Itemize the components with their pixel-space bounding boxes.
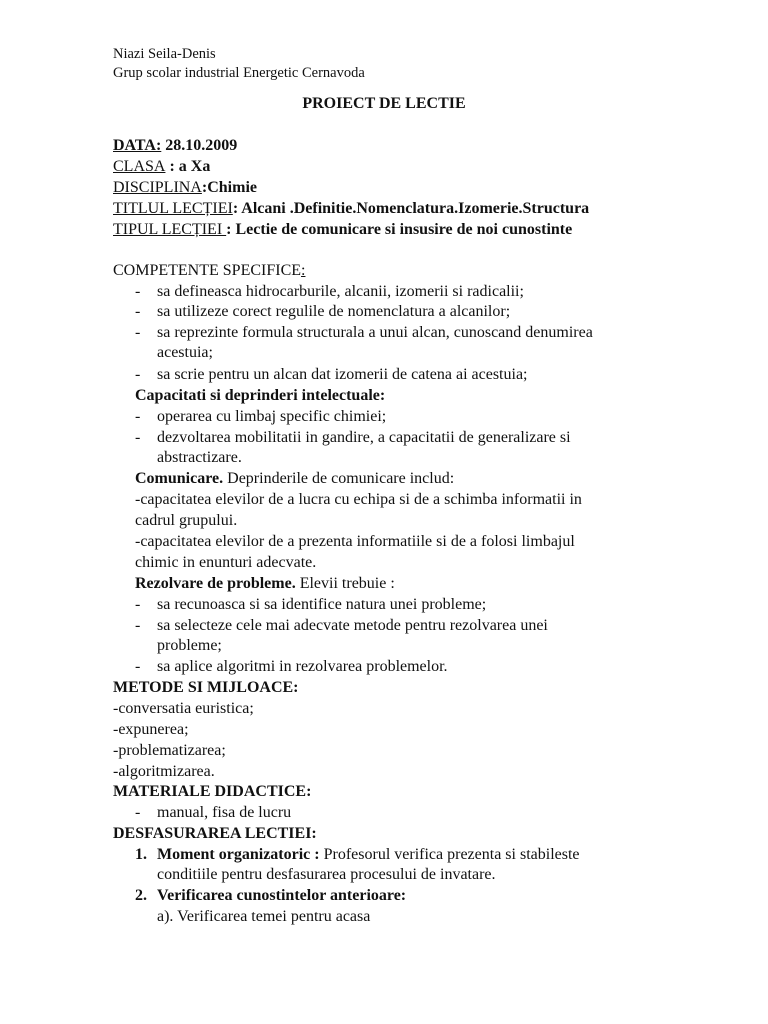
step-number: 2. (135, 887, 147, 904)
step-2: Verificarea cunostintelor anterioare: (157, 887, 407, 904)
tipul-value: : Lectie de comunicare si insusire de noi cunostinte (226, 221, 573, 238)
bullet-dash: - (135, 804, 141, 821)
comunicare-line: -capacitatea elevilor de a lucra cu echipa si de a schimba informatii in (135, 491, 582, 508)
step-1: Moment organizatoric : Profesorul verifica prezenta si stabileste (157, 846, 580, 863)
desfasurare-heading: DESFASURAREA LECTIEI: (113, 825, 317, 842)
bullet-dash: - (135, 366, 141, 383)
bullet-dash: - (135, 408, 141, 425)
list-item-continuation: acestuia; (157, 344, 213, 361)
step-1-continuation: conditiile pentru desfasurarea procesului de invatare. (157, 866, 496, 883)
clasa-value: : a Xa (165, 158, 211, 175)
list-item: dezvoltarea mobilitatii in gandire, a capacitatii de generalizare si (157, 429, 571, 446)
bullet-dash: - (135, 303, 141, 320)
school-name: Grup scolar industrial Energetic Cernavoda (113, 65, 365, 81)
data-value: 28.10.2009 (161, 137, 238, 154)
comunicare-line: cadrul grupului. (135, 512, 238, 529)
list-item: operarea cu limbaj specific chimiei; (157, 408, 387, 425)
list-item: sa recunoasca si sa identifice natura unei probleme; (157, 596, 487, 613)
list-item-continuation: abstractizare. (157, 449, 242, 466)
tipul-label: TIPUL LECȚIEI (113, 221, 227, 238)
list-item: manual, fisa de lucru (157, 804, 292, 821)
disciplina-value: :Chimie (201, 179, 257, 196)
bullet-dash: - (135, 283, 141, 300)
document-title: PROIECT DE LECTIE (302, 95, 466, 112)
capacitati-heading: Capacitati si deprinderi intelectuale: (135, 387, 386, 404)
titlul-value: : Alcani .Definitie.Nomenclatura.Izomerie.Structura (232, 200, 590, 217)
list-item: sa reprezinte formula structurala a unui alcan, cunoscand denumirea (157, 324, 593, 341)
comunicare-line: chimic in enunturi adecvate. (135, 554, 317, 571)
disciplina-row (113, 179, 257, 197)
step-number: 1. (135, 846, 147, 863)
titlul-row (113, 200, 589, 218)
list-item: sa utilizeze corect regulile de nomenclatura a alcanilor; (157, 303, 511, 320)
list-item: sa scrie pentru un alcan dat izomerii de catena ai acestuia; (157, 366, 528, 383)
bullet-dash: - (135, 617, 141, 634)
materiale-heading: MATERIALE DIDACTICE: (113, 783, 312, 800)
list-item-continuation: probleme; (157, 637, 222, 654)
metode-line: -problematizarea; (113, 742, 226, 759)
bullet-dash: - (135, 596, 141, 613)
tipul-row (113, 221, 572, 239)
step-2-subitem: a). Verificarea temei pentru acasa (157, 908, 371, 925)
bullet-dash: - (135, 658, 141, 675)
clasa-row (113, 158, 210, 176)
rezolvare-heading: Rezolvare de probleme. Elevii trebuie : (135, 575, 395, 592)
metode-line: -expunerea; (113, 721, 189, 738)
author-name: Niazi Seila-Denis (113, 46, 216, 62)
disciplina-label: DISCIPLINA (113, 179, 202, 196)
comunicare-line: -capacitatea elevilor de a prezenta informatiile si de a folosi limbajul (135, 533, 575, 550)
data-row (113, 137, 237, 155)
bullet-dash: - (135, 324, 141, 341)
metode-line: -conversatia euristica; (113, 700, 254, 717)
bullet-dash: - (135, 429, 141, 446)
list-item: sa selecteze cele mai adecvate metode pentru rezolvarea unei (157, 617, 548, 634)
titlul-label: TITLUL LECȚIEI (113, 200, 233, 217)
metode-heading: METODE SI MIJLOACE: (113, 679, 299, 696)
comunicare-heading: Comunicare. Deprinderile de comunicare includ: (135, 470, 455, 487)
data-label: DATA: (113, 137, 162, 154)
metode-line: -algoritmizarea. (113, 763, 215, 780)
competente-heading: COMPETENTE SPECIFICE: (113, 262, 306, 279)
list-item: sa aplice algoritmi in rezolvarea problemelor. (157, 658, 448, 675)
clasa-label: CLASA (113, 158, 166, 175)
list-item: sa defineasca hidrocarburile, alcanii, izomerii si radicalii; (157, 283, 524, 300)
